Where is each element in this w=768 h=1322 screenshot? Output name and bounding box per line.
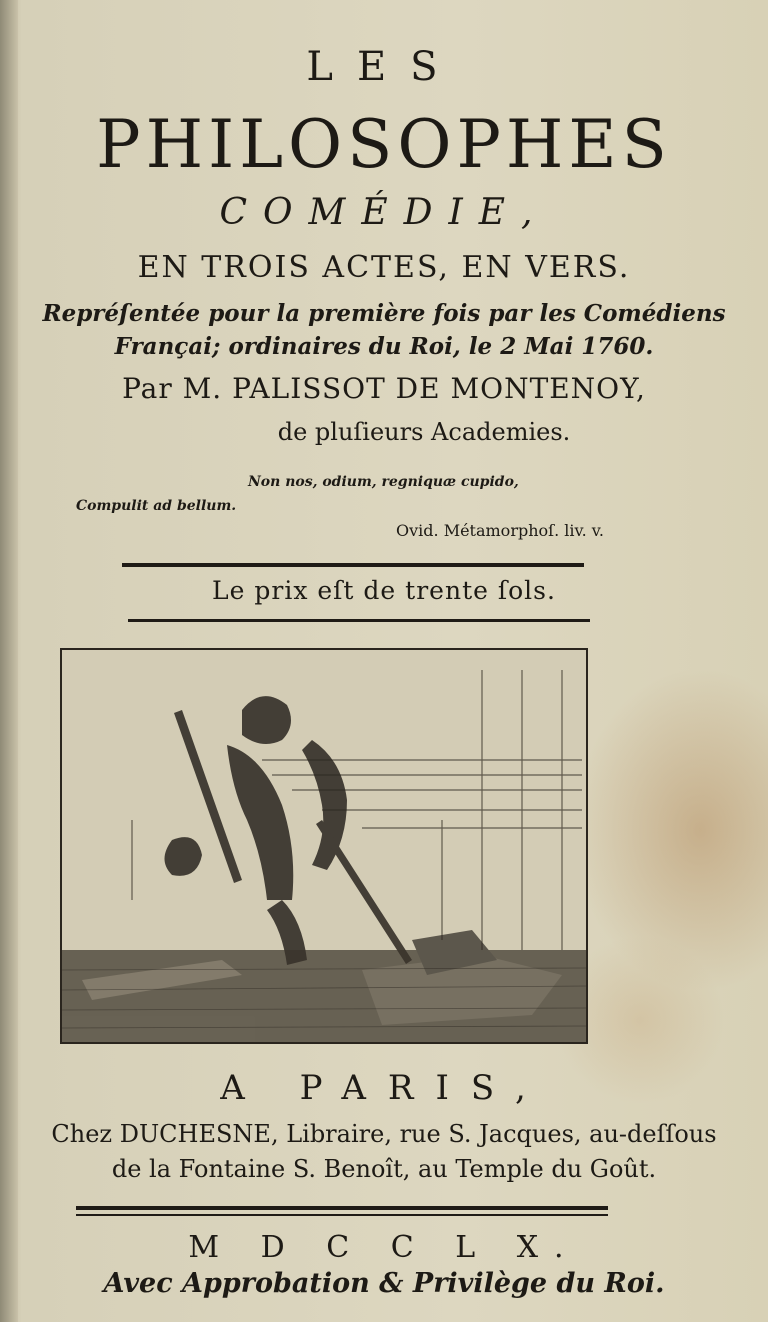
genre-line: COMÉDIE, [219,192,549,233]
privilege-line: Avec Approbation & Privilège du Roi. [103,1268,665,1299]
engraving-vignette [60,648,588,1044]
performance-line-2: Françai; ordinaires du Roi, le 2 Mai 1760. [114,333,654,360]
divider-rule-top [122,563,584,567]
affiliation-line: de pluſieurs Academies. [277,418,571,446]
engraving-illustration-icon [62,650,586,1042]
publisher-line-2: de la Fontaine S. Benoît, au Temple du Goût. [111,1155,657,1183]
imprint-city: A PARIS, [220,1068,548,1108]
price-line: Le prix eſt de trente ſols. [212,576,556,605]
divider-rule-bottom-thick [76,1206,608,1210]
divider-rule-below-price [128,619,590,622]
author-line: Par M. PALISSOT DE MONTENOY, [122,372,646,405]
epigraph-line-2: Compulit ad bellum. [76,498,237,514]
divider-rule-bottom-thin [76,1214,608,1216]
epigraph-line-1: Non nos, odium, regniquæ cupido, [248,474,519,490]
performance-line-1: Repréſentée pour la première fois par les Comédiens [42,300,726,327]
book-title: PHILOSOPHES [96,106,672,183]
imprint-year: M D C C L X. [188,1230,580,1265]
heading-les: LES [306,44,462,90]
epigraph-source: Ovid. Métamorphoſ. liv. v. [396,521,605,540]
form-line: EN TROIS ACTES, EN VERS. [137,250,631,285]
publisher-line-1: Chez DUCHESNE, Libraire, rue S. Jacques, au-deſſous [51,1120,717,1148]
